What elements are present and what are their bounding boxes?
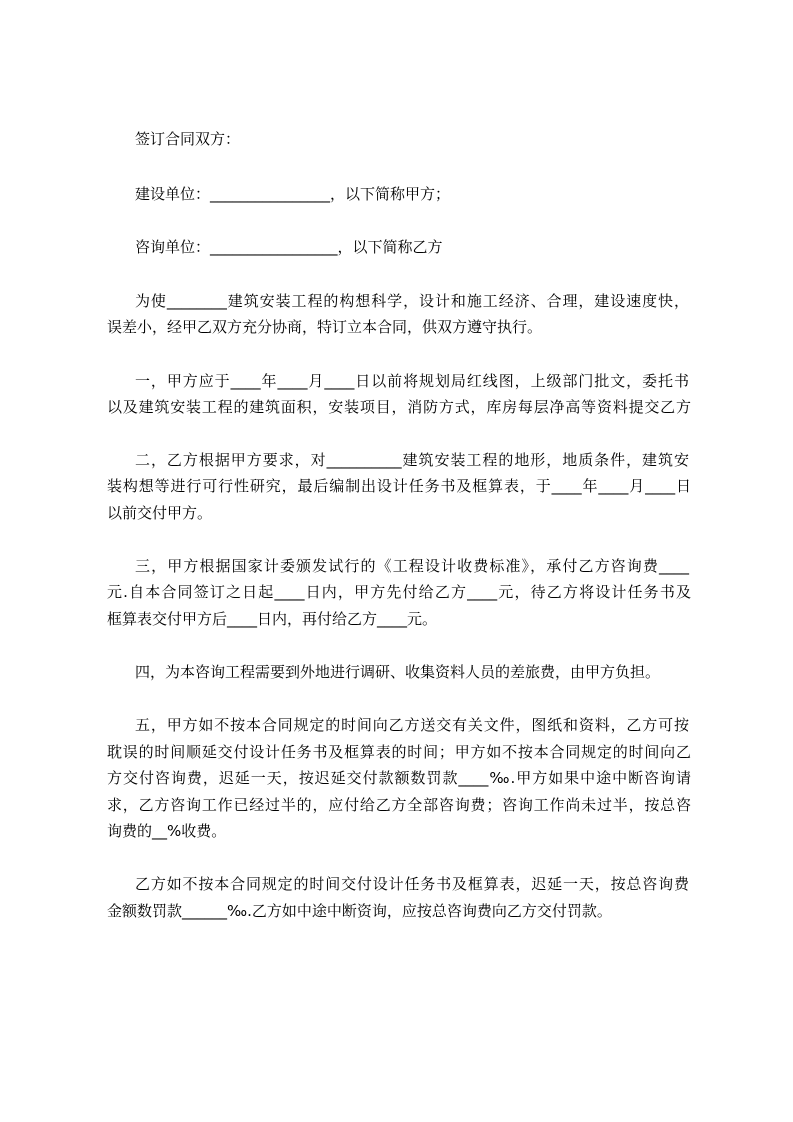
preamble-line-2: 误差小，经甲乙双方充分协商，特订立本合同，供双方遵守执行。: [107, 318, 543, 336]
parties-heading: 签订合同双方：: [135, 130, 241, 148]
clause-2-line-2: 装构想等进行可行性研究，最后编制出设计任务书及框算表，于____年____月____日: [107, 477, 691, 495]
clause-1-line-2: 以及建筑安装工程的建筑面积，安装项目，消防方式，库房每层净高等资料提交乙方: [107, 398, 691, 416]
clause-5-line-3: 方交付咨询费，迟延一天，按迟延交付款额数罚款____‰.甲方如果中途中断咨询请: [107, 769, 691, 787]
clause-5-line-2: 耽误的时间顺延交付设计任务书及框算表的时间；甲方如不按本合同规定的时间向乙: [107, 743, 691, 761]
clause-2-line-3: 以前交付甲方。: [107, 504, 213, 522]
clause-3-line-3: 框算表交付甲方后____日内，再付给乙方____元。: [107, 610, 438, 628]
clause-1-line-1: 一，甲方应于____年____月____日以前将规划局红线图，上级部门批文，委托书: [135, 372, 689, 390]
construction-unit-line: 建设单位：________________，以下简称甲方；: [135, 185, 451, 203]
clause-5-line-1: 五，甲方如不按本合同规定的时间向乙方送交有关文件，图纸和资料，乙方可按: [135, 716, 689, 734]
clause-4-line-1: 四，为本咨询工程需要到外地进行调研、收集资料人员的差旅费，由甲方负担。: [135, 663, 661, 681]
clause-3-line-2: 元.自本合同签订之日起____日内，甲方先付给乙方____元，待乙方将设计任务书及: [107, 583, 691, 601]
penalty-line-2: 金额数罚款______‰.乙方如中途中断资询，应按总咨询费向乙方交付罚款。: [107, 902, 612, 920]
clause-3-line-1: 三，甲方根据国家计委颁发试行的《工程设计收费标准》，承付乙方咨询费____: [135, 557, 689, 575]
clause-2-line-1: 二，乙方根据甲方要求，对__________建筑安装工程的地形，地质条件，建筑安: [135, 451, 689, 469]
preamble-line-1: 为使________建筑安装工程的构想科学，设计和施工经济、合理，建设速度快，: [135, 292, 689, 310]
consulting-unit-line: 咨询单位：_________________，以下简称乙方: [135, 238, 443, 256]
clause-5-line-4: 求，乙方咨询工作已经过半的，应付给乙方全部咨询费；咨询工作尚未过半，按总咨: [107, 796, 691, 814]
penalty-line-1: 乙方如不按本合同规定的时间交付设计任务书及框算表，迟延一天，按总咨询费: [135, 875, 689, 893]
clause-5-line-5: 询费的__%收费。: [107, 822, 227, 840]
